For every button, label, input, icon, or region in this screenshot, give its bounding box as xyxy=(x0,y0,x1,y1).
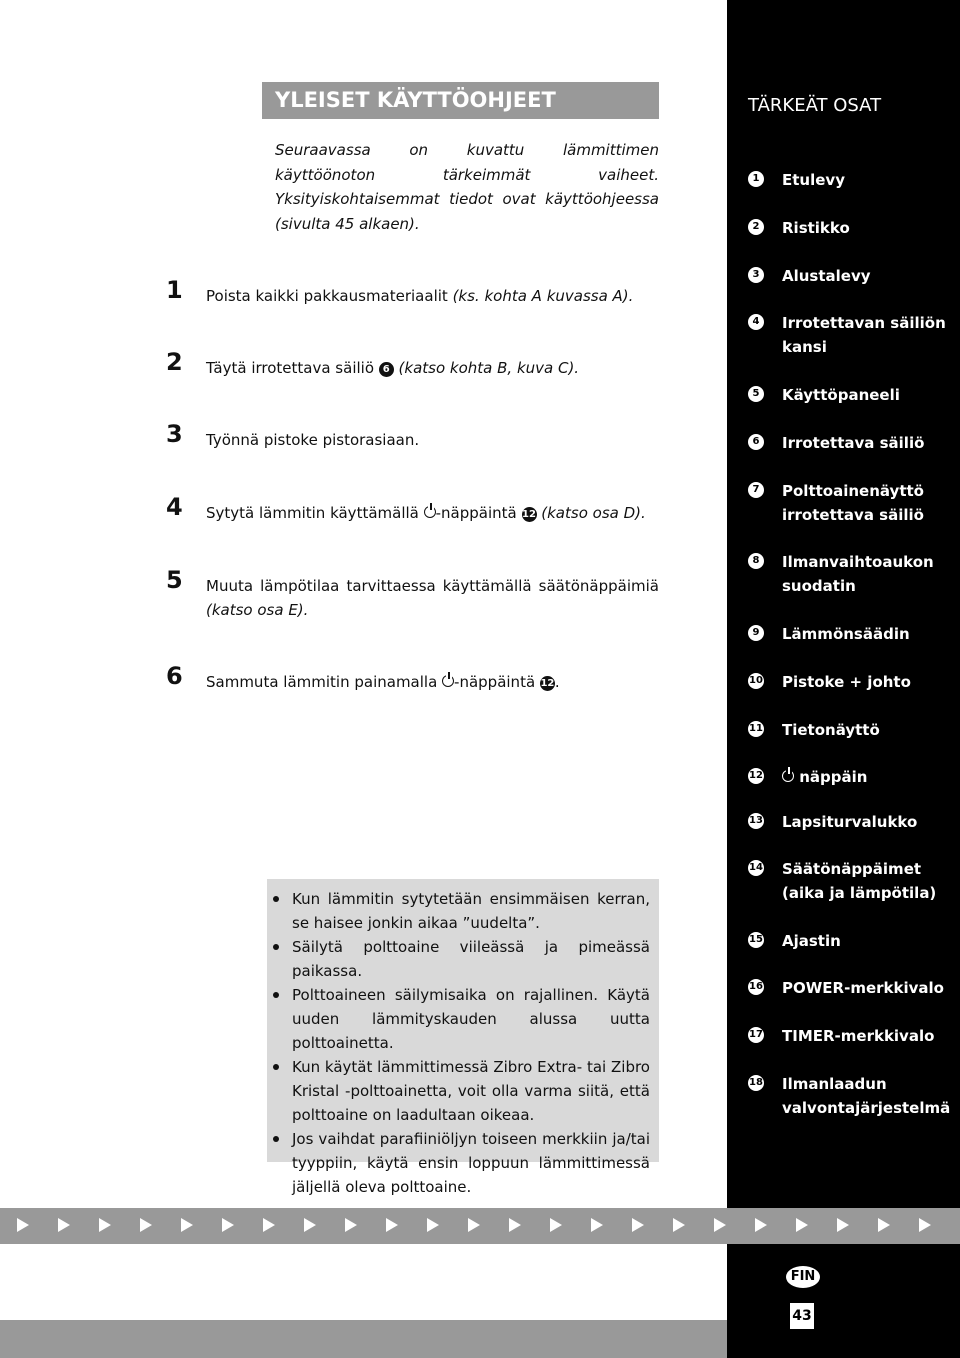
part-number-icon: 16 xyxy=(748,979,764,995)
arrow-icon xyxy=(17,1218,29,1232)
part-label: Lämmönsäädin xyxy=(782,625,910,643)
step-text: Sammuta lämmitin painamalla xyxy=(206,673,443,691)
part-number-icon: 11 xyxy=(748,721,764,737)
part-number-icon: 14 xyxy=(748,860,764,876)
part-number-icon: 5 xyxy=(748,386,764,402)
notes-box xyxy=(267,879,659,1196)
step-reference: (katso osa E). xyxy=(206,601,309,619)
part-label: Käyttöpaneeli xyxy=(782,386,900,404)
part-label: Ilmanlaadun valvontajärjestelmä xyxy=(782,1075,951,1117)
note-item: Kun lämmitin sytytetään ensimmäisen kerran, se haisee jonkin aikaa ”uudelta”. xyxy=(292,887,650,935)
arrow-icon xyxy=(345,1218,357,1232)
power-icon xyxy=(424,506,436,518)
step-text: -näppäintä xyxy=(435,504,522,522)
sidebar-title: TÄRKEÄT OSAT xyxy=(748,95,882,116)
note-item: Kun käytät lämmittimessä Zibro Extra- tai Zibro Kristal -polttoainetta, voit olla varma siitä, että polttoaine on laadultaan oikeaa. xyxy=(292,1055,650,1127)
note-item: Polttoaineen säilymisaika on rajallinen. Käytä uuden lämmityskauden alussa uutta polttoainetta. xyxy=(292,983,650,1055)
arrow-icon xyxy=(58,1218,70,1232)
part-label: Ajastin xyxy=(782,932,841,950)
part-number-icon: 6 xyxy=(748,434,764,450)
step-reference: (katso kohta B, kuva C). xyxy=(393,359,580,377)
part-label: Alustalevy xyxy=(782,267,871,285)
part-number-icon: 7 xyxy=(748,482,764,498)
arrow-icon xyxy=(919,1218,931,1232)
part-ref-icon: 6 xyxy=(379,362,394,377)
part-label: Pistoke + johto xyxy=(782,673,911,691)
arrow-icon xyxy=(468,1218,480,1232)
part-number-icon: 15 xyxy=(748,932,764,948)
power-icon xyxy=(782,770,794,782)
part-number-icon: 4 xyxy=(748,314,764,330)
arrow-strip xyxy=(0,1208,960,1244)
part-ref-icon: 12 xyxy=(522,509,536,520)
arrow-icon xyxy=(99,1218,111,1232)
arrow-icon xyxy=(632,1218,644,1232)
step-text: Työnnä pistoke pistorasiaan. xyxy=(206,431,420,449)
part-label: Irrotettava säiliö xyxy=(782,434,925,452)
power-icon xyxy=(442,675,454,687)
arrow-icon xyxy=(304,1218,316,1232)
part-ref-icon: 12 xyxy=(540,678,555,689)
arrow-icon xyxy=(222,1218,234,1232)
part-label: TIMER-merkkivalo xyxy=(782,1027,935,1045)
step-text: Täytä irrotettava säiliö xyxy=(206,359,379,377)
page-title: YLEISET KÄYTTÖOHJEET xyxy=(262,82,659,119)
arrow-icon xyxy=(714,1218,726,1232)
arrow-icon xyxy=(263,1218,275,1232)
part-label: Ristikko xyxy=(782,219,850,237)
step-number: 2 xyxy=(166,348,183,376)
part-number-icon: 10 xyxy=(748,673,764,689)
part-number-icon: 12 xyxy=(748,768,764,784)
step-text: Muuta lämpötilaa tarvittaessa käyttämällä säätönäppäimiä xyxy=(206,577,659,595)
note-item: Jos vaihdat parafiiniöljyn toiseen merkkiin ja/tai tyyppiin, käytä ensin loppuun lämmittimessä jäljellä oleva polttoaine. xyxy=(292,1127,650,1199)
step-number: 3 xyxy=(166,420,183,448)
part-label: näppäin xyxy=(799,768,868,786)
part-number-icon: 2 xyxy=(748,219,764,235)
arrow-icon xyxy=(796,1218,808,1232)
part-label: Lapsiturvalukko xyxy=(782,813,918,831)
arrow-icon xyxy=(878,1218,890,1232)
arrow-icon xyxy=(509,1218,521,1232)
language-badge: FIN xyxy=(786,1266,820,1288)
step-reference: (ks. kohta A kuvassa A). xyxy=(452,287,634,305)
note-item: Säilytä polttoaine viileässä ja pimeässä paikassa. xyxy=(292,935,650,983)
part-label: Säätönäppäimet (aika ja lämpötila) xyxy=(782,860,937,902)
arrow-icon xyxy=(837,1218,849,1232)
arrow-icon xyxy=(755,1218,767,1232)
arrow-icon xyxy=(386,1218,398,1232)
step-text: . xyxy=(554,673,560,691)
step-reference: (katso osa D). xyxy=(536,504,646,522)
page-number: 43 xyxy=(790,1303,814,1329)
part-label: Ilmanvaihtoaukon suodatin xyxy=(782,553,934,595)
part-number-icon: 1 xyxy=(748,171,764,187)
arrow-icon xyxy=(181,1218,193,1232)
arrow-icon xyxy=(673,1218,685,1232)
part-number-icon: 8 xyxy=(748,553,764,569)
intro-text: Seuraavassa on kuvattu lämmittimen käyttöönoton tärkeimmät vaiheet. Yksityiskohtaisemmat tiedot ovat käyttöohjeessa (sivulta 45 alkaen). xyxy=(275,141,659,233)
part-number-icon: 9 xyxy=(748,625,764,641)
part-number-icon: 3 xyxy=(748,267,764,283)
part-number-icon: 13 xyxy=(748,813,764,829)
step-text: Sytytä lämmitin käyttämällä xyxy=(206,504,424,522)
step-number: 6 xyxy=(166,662,183,690)
arrow-icon xyxy=(550,1218,562,1232)
part-label: Irrotettavan säiliön kansi xyxy=(782,314,946,356)
footer-bar xyxy=(0,1320,727,1358)
part-label: Tietonäyttö xyxy=(782,721,880,739)
step-number: 1 xyxy=(166,276,183,304)
part-number-icon: 17 xyxy=(748,1027,764,1043)
arrow-icon xyxy=(591,1218,603,1232)
step-text: -näppäintä xyxy=(454,673,540,691)
part-label: Polttoainenäyttö irrotettava säiliö xyxy=(782,482,924,524)
part-number-icon: 18 xyxy=(748,1075,764,1091)
step-number: 4 xyxy=(166,493,183,521)
step-text: Poista kaikki pakkausmateriaalit xyxy=(206,287,453,305)
part-label: POWER-merkkivalo xyxy=(782,979,944,997)
arrow-icon xyxy=(140,1218,152,1232)
step-number: 5 xyxy=(166,566,183,594)
arrow-icon xyxy=(427,1218,439,1232)
part-label: Etulevy xyxy=(782,171,845,189)
